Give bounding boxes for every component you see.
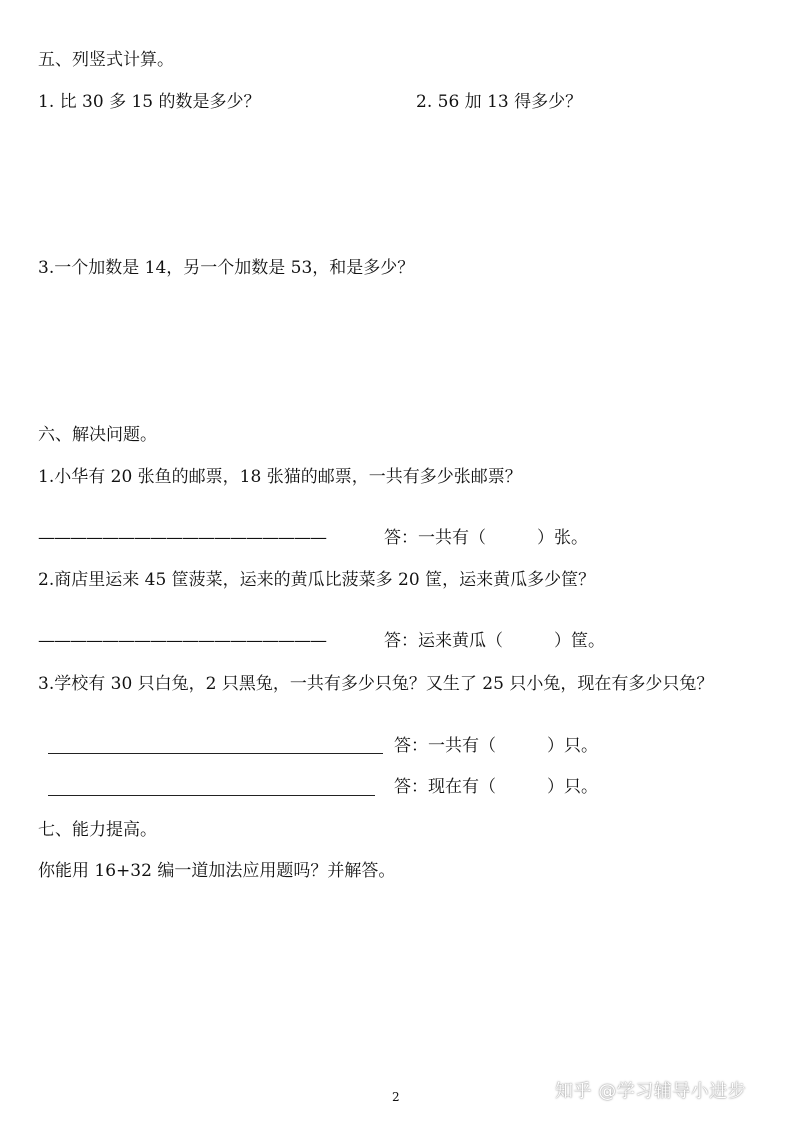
question-6-2: 2.商店里运来 45 筐菠菜，运来的黄瓜比菠菜多 20 筐，运来黄瓜多少筐？ xyxy=(38,570,596,590)
question-7-1: 你能用 16+32 编一道加法应用题吗？并解答。 xyxy=(38,861,396,881)
answer-line-3a xyxy=(48,753,383,754)
question-6-1: 1.小华有 20 张鱼的邮票，18 张猫的邮票，一共有多少张邮票？ xyxy=(38,467,522,487)
question-6-3: 3.学校有 30 只白兔，2 只黑兔，一共有多少只兔？又生了 25 只小兔，现在有多少只兔？ xyxy=(38,674,714,694)
answer-6-2: 答：运来黄瓜（ ）筐。 xyxy=(384,631,605,651)
answer-6-1: 答：一共有（ ）张。 xyxy=(384,528,588,548)
answer-6-3b: 答：现在有（ ）只。 xyxy=(394,777,598,797)
answer-dash-line-1: —————————————————— xyxy=(38,528,326,548)
question-5-3: 3.一个加数是 14，另一个加数是 53，和是多少？ xyxy=(38,258,415,278)
question-5-2: 2. 56 加 13 得多少？ xyxy=(416,92,583,112)
watermark: 知乎 @学习辅导小进步 xyxy=(555,1081,747,1102)
answer-dash-line-2: —————————————————— xyxy=(38,631,326,651)
answer-6-3a: 答：一共有（ ）只。 xyxy=(394,736,598,756)
section7-title: 七、能力提高。 xyxy=(38,820,157,840)
section6-title: 六、解决问题。 xyxy=(38,425,157,445)
answer-line-3b xyxy=(48,795,375,796)
section5-title: 五、列竖式计算。 xyxy=(38,50,174,70)
question-5-1: 1. 比 30 多 15 的数是多少？ xyxy=(38,92,261,112)
page-number: 2 xyxy=(392,1090,400,1104)
